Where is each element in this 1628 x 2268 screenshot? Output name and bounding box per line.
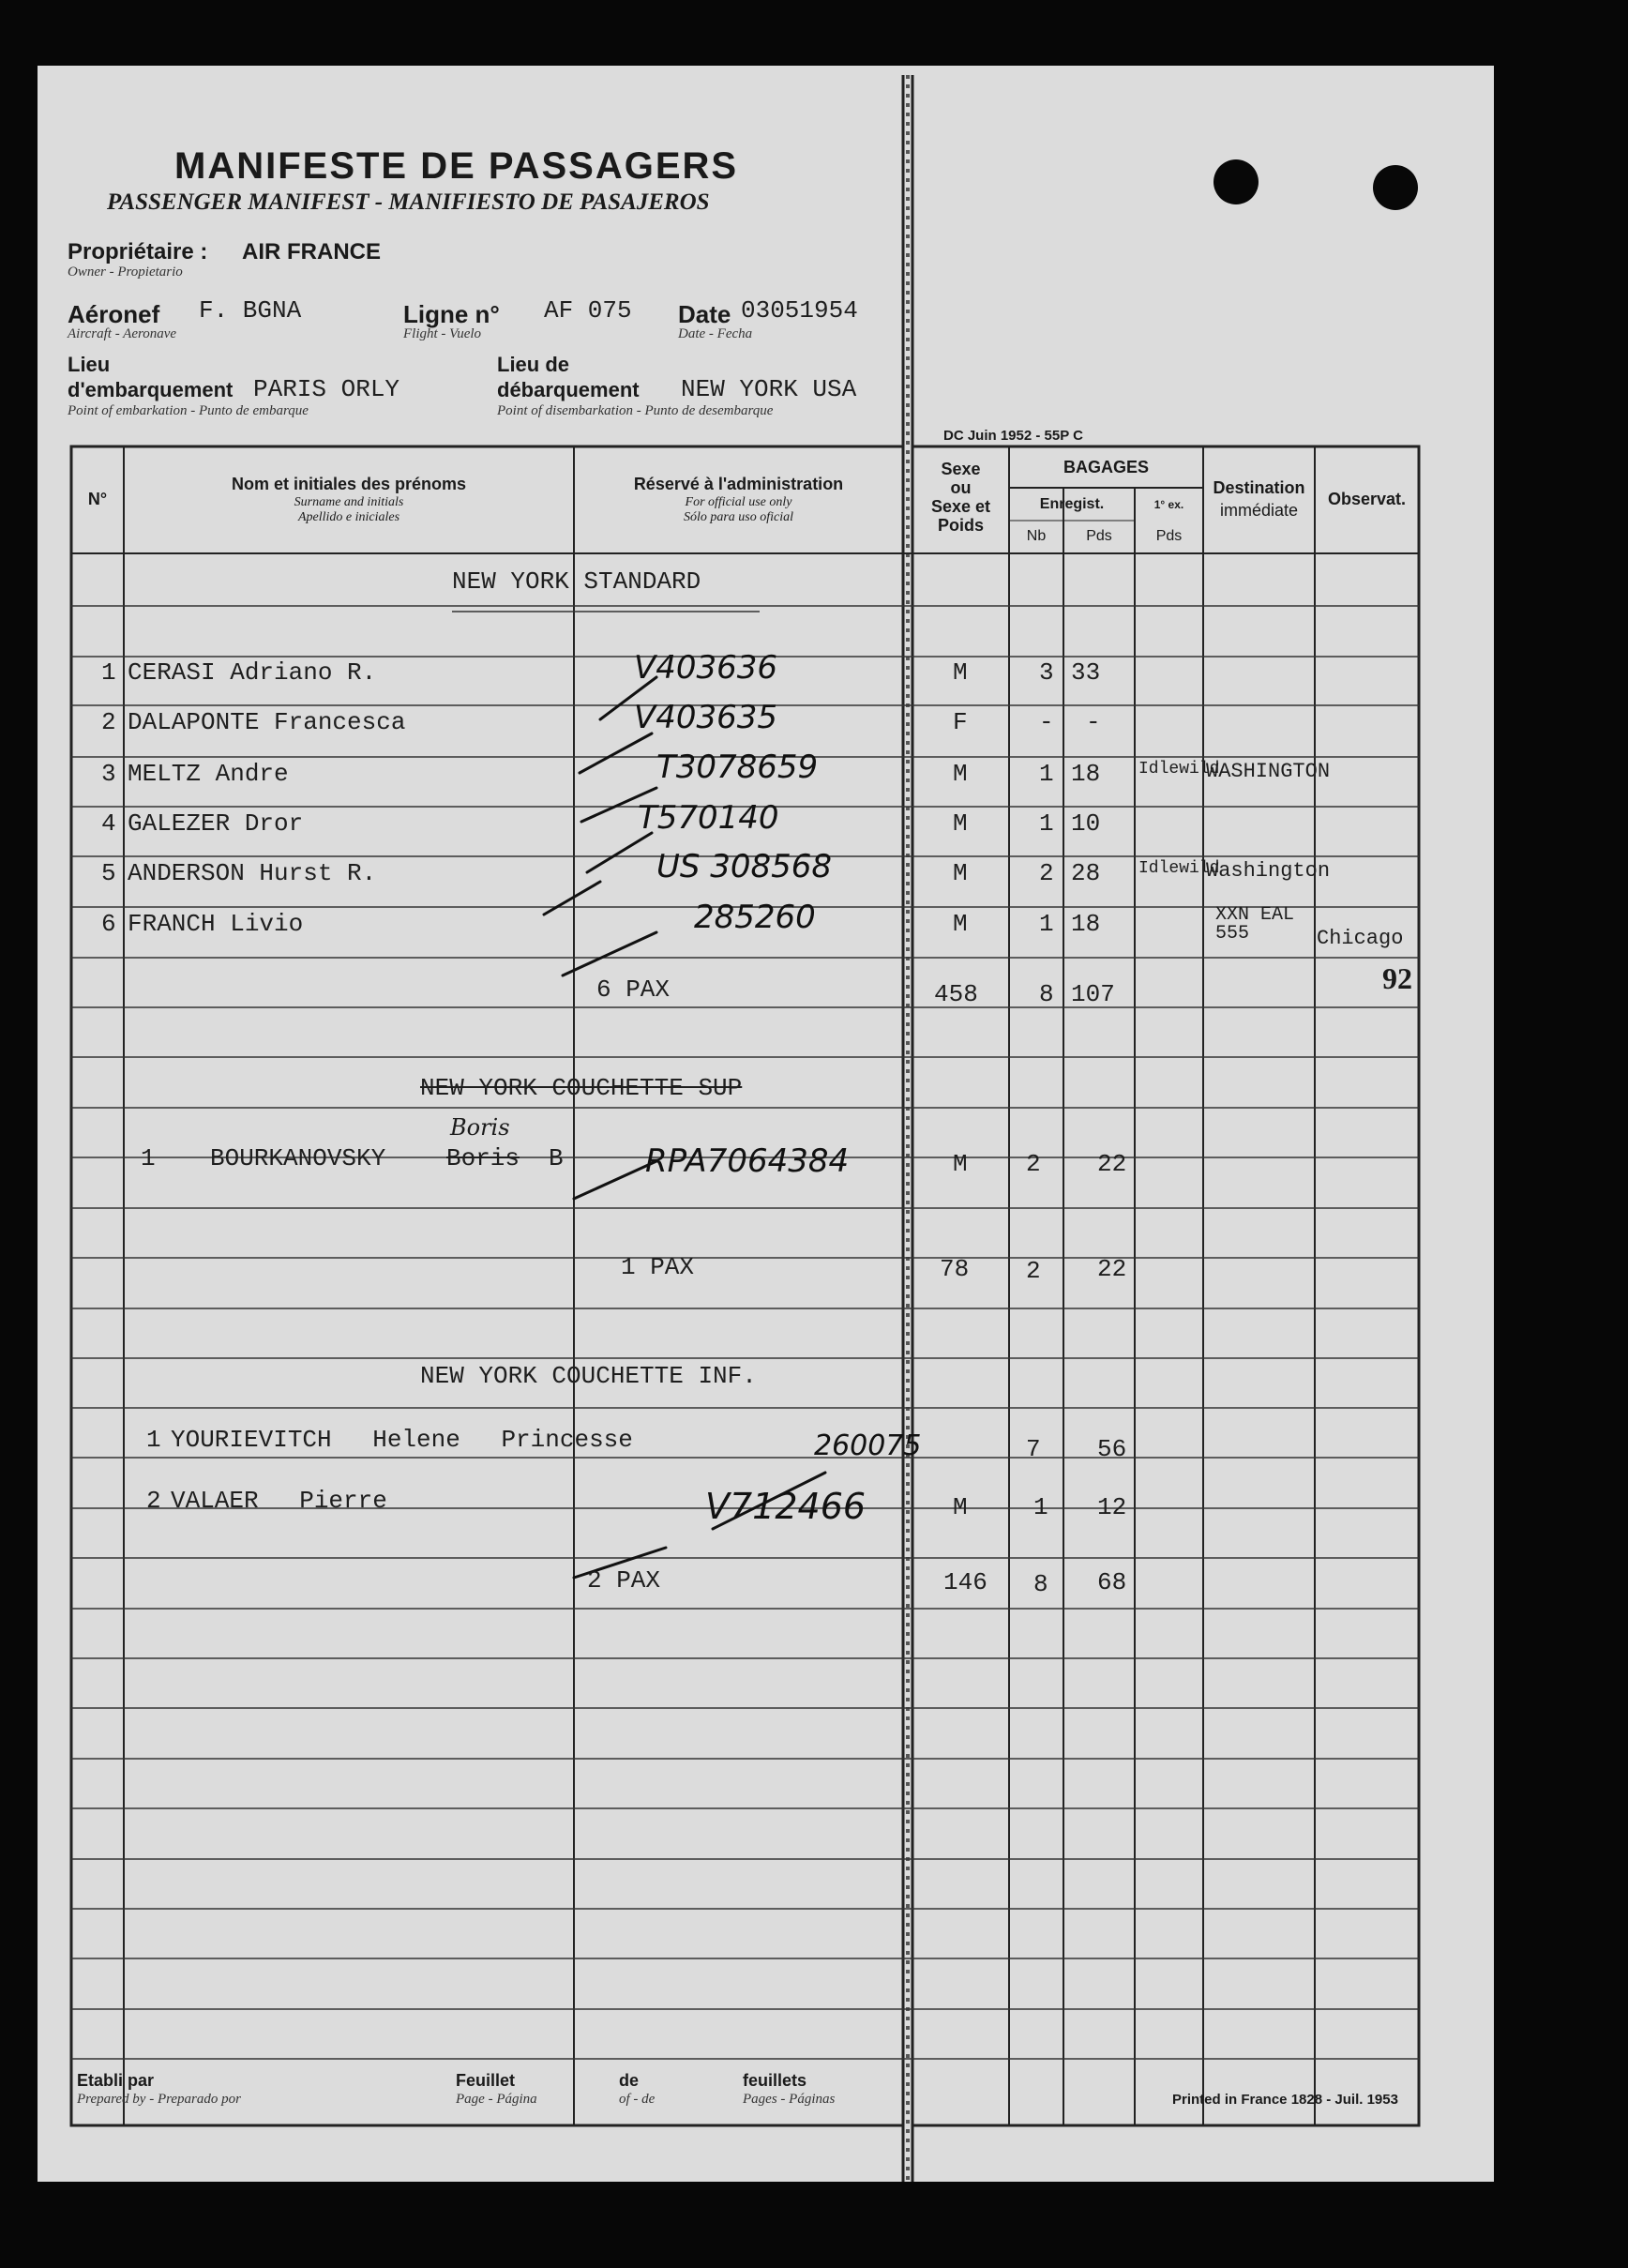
bag-weight: 28 bbox=[1071, 859, 1101, 887]
passenger-name: FRANCH Livio bbox=[128, 910, 304, 938]
destination: XXN EAL 555 bbox=[1215, 904, 1295, 945]
row-number: 2 bbox=[146, 1487, 161, 1515]
total-bag-weight: 107 bbox=[1071, 980, 1115, 1008]
document-number: 260075 bbox=[814, 1429, 922, 1462]
disembark-label-2: débarquement bbox=[497, 378, 640, 401]
airport: Idlewild bbox=[1138, 760, 1220, 779]
row-number: 1 bbox=[141, 1144, 156, 1172]
bag-count: 2 bbox=[1026, 1150, 1041, 1178]
section-title: NEW YORK STANDARD bbox=[452, 567, 701, 596]
document-number: RPA7064384 bbox=[645, 1142, 850, 1180]
embark-label-2: d'embarquement bbox=[68, 378, 234, 401]
airport: Idlewild bbox=[1138, 859, 1220, 878]
pax-total: 6 PAX bbox=[596, 975, 671, 1004]
aircraft-label: Aéronef bbox=[68, 300, 160, 328]
col-name-sub-2: Apellido e iniciales bbox=[297, 510, 400, 524]
passenger-initial: B bbox=[549, 1144, 564, 1172]
of-label: de bbox=[619, 2071, 640, 2090]
destination: WASHINGTON bbox=[1206, 760, 1331, 783]
date-label: Date bbox=[678, 300, 731, 328]
line-value: AF 075 bbox=[544, 296, 632, 325]
col-bagages: BAGAGES bbox=[1063, 458, 1149, 476]
embark-label-1: Lieu bbox=[68, 353, 111, 376]
col-ex: 1° ex. bbox=[1153, 498, 1184, 511]
col-pds2: Pds bbox=[1155, 528, 1183, 544]
passenger-name: YOURIEVITCH Helene Princesse bbox=[171, 1426, 633, 1454]
bag-weight: 22 bbox=[1097, 1150, 1127, 1178]
total-weight: 146 bbox=[943, 1568, 987, 1596]
owner-value: AIR FRANCE bbox=[242, 239, 381, 265]
sex: M bbox=[953, 1493, 968, 1521]
document-number: 285260 bbox=[694, 899, 816, 936]
col-no: N° bbox=[87, 490, 108, 508]
manifest-subtitle: PASSENGER MANIFEST - MANIFIESTO DE PASAJEROS bbox=[107, 189, 710, 215]
sex: M bbox=[953, 1150, 968, 1178]
bag-count: 1 bbox=[1033, 1493, 1048, 1521]
document-number: US 308568 bbox=[656, 848, 833, 885]
col-admin-sub-1: For official use only bbox=[685, 495, 792, 509]
col-name-sub-1: Surname and initials bbox=[294, 495, 404, 509]
total-weight: 458 bbox=[934, 980, 978, 1008]
total-bag-count: 8 bbox=[1033, 1570, 1048, 1598]
date-caption: Date - Fecha bbox=[678, 326, 753, 341]
embark-value: PARIS ORLY bbox=[253, 375, 400, 403]
bag-count: 1 bbox=[1039, 760, 1054, 788]
row-number: 1 bbox=[146, 1426, 161, 1454]
date-value: 03051954 bbox=[741, 296, 858, 325]
document-number: V403636 bbox=[634, 649, 778, 687]
prepared-by-label: Etabli par bbox=[77, 2071, 155, 2090]
observation: Chicago bbox=[1317, 927, 1404, 950]
col-sex-2: ou bbox=[950, 478, 972, 497]
passenger-name: DALAPONTE Francesca bbox=[128, 708, 406, 736]
punch-hole-right bbox=[1373, 165, 1418, 210]
disembark-caption: Point of disembarkation - Punto de desembarque bbox=[497, 403, 774, 418]
total-weight: 78 bbox=[940, 1255, 970, 1283]
printed-note: Printed in France 1828 - Juil. 1953 bbox=[1172, 2092, 1398, 2108]
col-sex-3: Sexe et bbox=[930, 497, 991, 516]
document-number: V403635 bbox=[634, 699, 778, 736]
bag-weight: 18 bbox=[1071, 760, 1101, 788]
manifest-title: MANIFESTE DE PASSAGERS bbox=[174, 145, 739, 187]
passenger-name: ANDERSON Hurst R. bbox=[128, 859, 377, 887]
passenger-name: GALEZER Dror bbox=[128, 809, 304, 838]
col-sex-1: Sexe bbox=[941, 460, 981, 478]
col-destination-1: Destination bbox=[1213, 478, 1305, 497]
section-title: NEW YORK COUCHETTE INF. bbox=[420, 1362, 757, 1390]
bag-weight: - bbox=[1086, 708, 1101, 736]
observation-note: 92 bbox=[1382, 961, 1412, 995]
passenger-name: CERASI Adriano R. bbox=[128, 658, 377, 687]
line-label: Ligne n° bbox=[403, 300, 500, 328]
total-bag-weight: 68 bbox=[1097, 1568, 1127, 1596]
row-number: 5 bbox=[101, 859, 116, 887]
bag-count: - bbox=[1039, 708, 1054, 736]
passenger-name: MELTZ Andre bbox=[128, 760, 289, 788]
col-pds: Pds bbox=[1086, 528, 1112, 544]
prepared-by-caption: Prepared by - Preparado por bbox=[77, 2092, 241, 2107]
sheets-caption: Pages - Páginas bbox=[743, 2092, 836, 2107]
sex: M bbox=[953, 760, 968, 788]
passenger-name: VALAER Pierre bbox=[171, 1487, 387, 1515]
bag-weight: 56 bbox=[1097, 1435, 1127, 1463]
manifest-sheet bbox=[38, 66, 1494, 2182]
bag-weight: 10 bbox=[1071, 809, 1101, 838]
bag-count: 1 bbox=[1039, 809, 1054, 838]
sheets-label: feuillets bbox=[743, 2071, 807, 2090]
row-number: 6 bbox=[101, 910, 116, 938]
passenger-firstname-handwritten: Boris bbox=[450, 1114, 510, 1141]
destination: Washington bbox=[1206, 859, 1331, 883]
row-number: 1 bbox=[101, 658, 116, 687]
sex: M bbox=[953, 809, 968, 838]
disembark-value: NEW YORK USA bbox=[681, 375, 857, 403]
sex: M bbox=[953, 658, 968, 687]
document-number: V712466 bbox=[705, 1486, 867, 1527]
col-admin-sub-2: Sólo para uso oficial bbox=[683, 510, 794, 524]
col-nb: Nb bbox=[1026, 528, 1047, 544]
owner-label: Propriétaire : bbox=[68, 239, 208, 265]
embark-caption: Point of embarkation - Punto de embarque bbox=[68, 403, 309, 418]
pax-total: 2 PAX bbox=[587, 1566, 661, 1595]
bag-weight: 33 bbox=[1071, 658, 1101, 687]
row-number: 4 bbox=[101, 809, 116, 838]
sex: M bbox=[953, 859, 968, 887]
total-bag-count: 8 bbox=[1039, 980, 1054, 1008]
bag-count: 2 bbox=[1039, 859, 1054, 887]
col-name: Nom et initiales des prénoms bbox=[231, 475, 467, 493]
aircraft-value: F. BGNA bbox=[199, 296, 302, 325]
col-enregist: Enregist. bbox=[1039, 496, 1105, 512]
passenger-firstname-struck: Boris bbox=[446, 1144, 520, 1172]
row-number: 3 bbox=[101, 760, 116, 788]
document-number: T3078659 bbox=[656, 748, 819, 786]
sheet-caption: Page - Página bbox=[456, 2092, 537, 2107]
bag-weight: 12 bbox=[1097, 1493, 1127, 1521]
sex: M bbox=[953, 910, 968, 938]
form-reference: DC Juin 1952 - 55P C bbox=[943, 428, 1083, 444]
disembark-label-1: Lieu de bbox=[497, 353, 570, 376]
pax-total: 1 PAX bbox=[621, 1253, 695, 1281]
bag-count: 1 bbox=[1039, 910, 1054, 938]
line-caption: Flight - Vuelo bbox=[403, 326, 482, 341]
of-caption: of - de bbox=[619, 2092, 656, 2107]
col-destination-2: immédiate bbox=[1219, 501, 1299, 520]
document-number: T570140 bbox=[638, 799, 779, 837]
section-title: NEW YORK COUCHETTE SUP bbox=[420, 1074, 743, 1102]
bag-weight: 18 bbox=[1071, 910, 1101, 938]
sex: F bbox=[953, 708, 968, 736]
passenger-name: BOURKANOVSKY bbox=[210, 1144, 386, 1172]
col-admin: Réservé à l'administration bbox=[633, 475, 844, 493]
col-observ: Observat. bbox=[1327, 490, 1407, 508]
bag-count: 3 bbox=[1039, 658, 1054, 687]
col-sex-4: Poids bbox=[937, 516, 984, 535]
total-bag-weight: 22 bbox=[1097, 1255, 1127, 1283]
sheet-label: Feuillet bbox=[456, 2071, 516, 2090]
aircraft-caption: Aircraft - Aeronave bbox=[68, 326, 177, 341]
punch-hole-left bbox=[1213, 159, 1259, 204]
row-number: 2 bbox=[101, 708, 116, 736]
bag-count: 7 bbox=[1026, 1435, 1041, 1463]
owner-caption: Owner - Propietario bbox=[68, 265, 183, 280]
total-bag-count: 2 bbox=[1026, 1257, 1041, 1285]
